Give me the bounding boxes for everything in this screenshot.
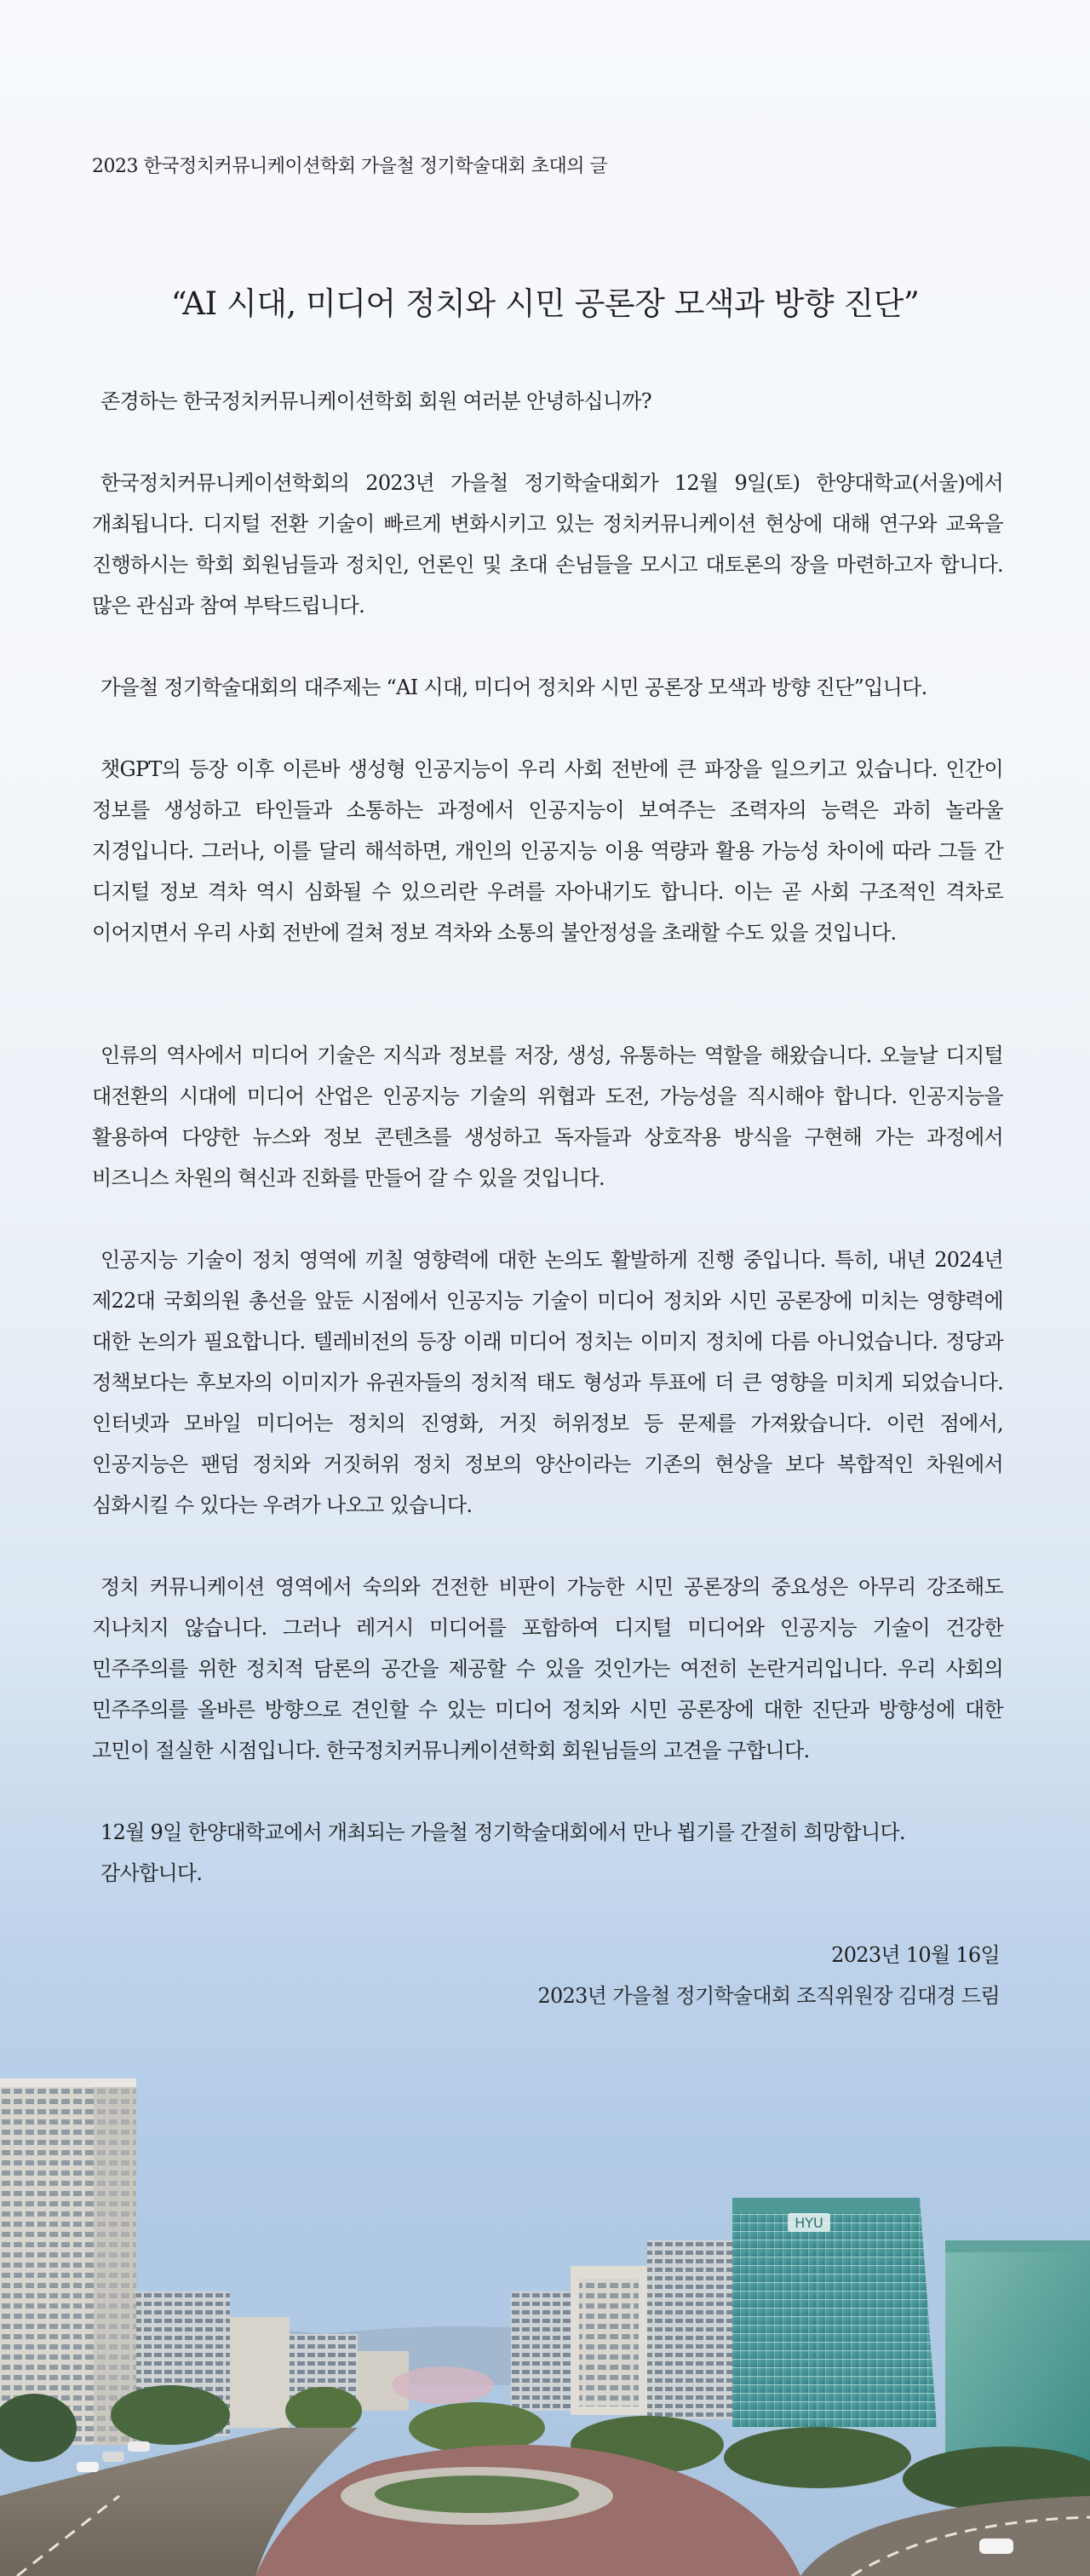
greeting: 존경하는 한국정치커뮤니케이션학회 회원 여러분 안녕하십니까?: [100, 389, 651, 413]
left-building: [0, 2079, 136, 2445]
letter-subtitle: 2023 한국정치커뮤니케이션학회 가을철 정기학술대회 초대의 글: [92, 156, 608, 177]
paragraph-media-history: 인류의 역사에서 미디어 기술은 지식과 정보를 저장, 생성, 유통하는 역할을 해왔습니다. 오늘날 디지털 대전환의 시대에 미디어 산업은 인공지능 기술의 위협과 도전, 가능성을 직시해야 합니다. 인공지능을 활용하여 다양한 뉴스와 정보 콘텐츠를 생성하고 독자들과 상호작용 방식을 구현해 가는 과정에서 비즈니스 차원의 혁신과 진화를 만들어 갈 수 있을 것입니다.: [92, 1044, 1003, 1190]
closing-thanks: 감사합니다.: [100, 1861, 203, 1885]
campus-photo: [0, 1985, 1090, 2576]
paragraph-chatgpt: 챗GPT의 등장 이후 이른바 생성형 인공지능이 우리 사회 전반에 큰 파장을 일으키고 있습니다. 인간이 정보를 생성하고 타인들과 소통하는 과정에서 인공지능이 보여주는 조력자의 능력은 과히 놀라울 지경입니다. 그러나, 이를 달리 해석하면, 개인의 인공지능 이용 역량과 활용 가능성 차이에 따라 그들 간 디지털 정보 격차 역시 심화될 수 있으리란 우려를 자아내기도 합니다. 이는 곧 사회 구조적인 격차로 이어지면서 우리 사회 전반에 걸쳐 정보 격차와 소통의 불안정성을 초래할 수도 있을 것입니다.: [92, 757, 1003, 945]
conference-theme-headline: “AI 시대, 미디어 정치와 시민 공론장 모색과 방향 진단”: [170, 285, 920, 322]
letter-date: 2023년 10월 16일: [831, 1943, 1000, 1967]
paragraph-theme: 가을철 정기학술대회의 대주제는 “AI 시대, 미디어 정치와 시민 공론장 모색과 방향 진단”입니다.: [100, 676, 927, 699]
paragraph-announcement: 한국정치커뮤니케이션학회의 2023년 가을철 정기학술대회가 12월 9일(토) 한양대학교(서울)에서 개최됩니다. 디지털 전환 기술이 빠르게 변화시키고 있는 정치커뮤니케이션 현상에 대해 연구와 교육을 진행하시는 학회 회원님들과 정치인, 언론인 및 초대 손님들을 모시고 대토론의 장을 마련하고자 합니다. 많은 관심과 참여 부탁드립니다.: [92, 471, 1003, 618]
building-sign-text: HYU: [795, 2215, 823, 2231]
paragraph-politics: 인공지능 기술이 정치 영역에 끼칠 영향력에 대한 논의도 활발하게 진행 중입니다. 특히, 내년 2024년 제22대 국회의원 총선을 앞둔 시점에서 인공지능 기술이 미디어 정치와 시민 공론장에 미치는 영향력에 대한 논의가 필요합니다. 텔레비전의 등장 이래 미디어 정치는 이미지 정치에 다름 아니었습니다. 정당과 정책보다는 후보자의 이미지가 유권자들의 정치적 태도 형성과 투표에 더 큰 영향을 미치게 되었습니다. 인터넷과 모바일 미디어는 정치의 진영화, 거짓 허위정보 등 문제를 가져왔습니다. 이런 점에서, 인공지능은 팬덤 정치와 거짓허위 정치 정보의 양산이라는 기존의 현상을 보다 복합적인 차원에서 심화시킬 수 있다는 우려가 나오고 있습니다.: [92, 1248, 1003, 1517]
right-glass-building: [945, 2240, 1090, 2462]
paragraph-public-sphere: 정치 커뮤니케이션 영역에서 숙의와 건전한 비판이 가능한 시민 공론장의 중요성은 아무리 강조해도 지나치지 않습니다. 그러나 레거시 미디어를 포함하여 디지털 미디어와 인공지능 기술이 건강한 민주주의를 위한 정치적 담론의 공간을 제공할 수 있을 것인가는 여전히 논란거리입니다. 우리 사회의 민주주의를 올바른 방향으로 견인할 수 있는 미디어 정치와 시민 공론장에 대한 진단과 방향성에 대한 고민이 절실한 시점입니다. 한국정치커뮤니케이션학회 회원님들의 고견을 구합니다.: [92, 1575, 1003, 1762]
closing-invitation: 12월 9일 한양대학교에서 개최되는 가을철 정기학술대회에서 만나 뵙기를 간절히 희망합니다.: [100, 1820, 905, 1844]
glass-tower: [732, 2198, 937, 2428]
